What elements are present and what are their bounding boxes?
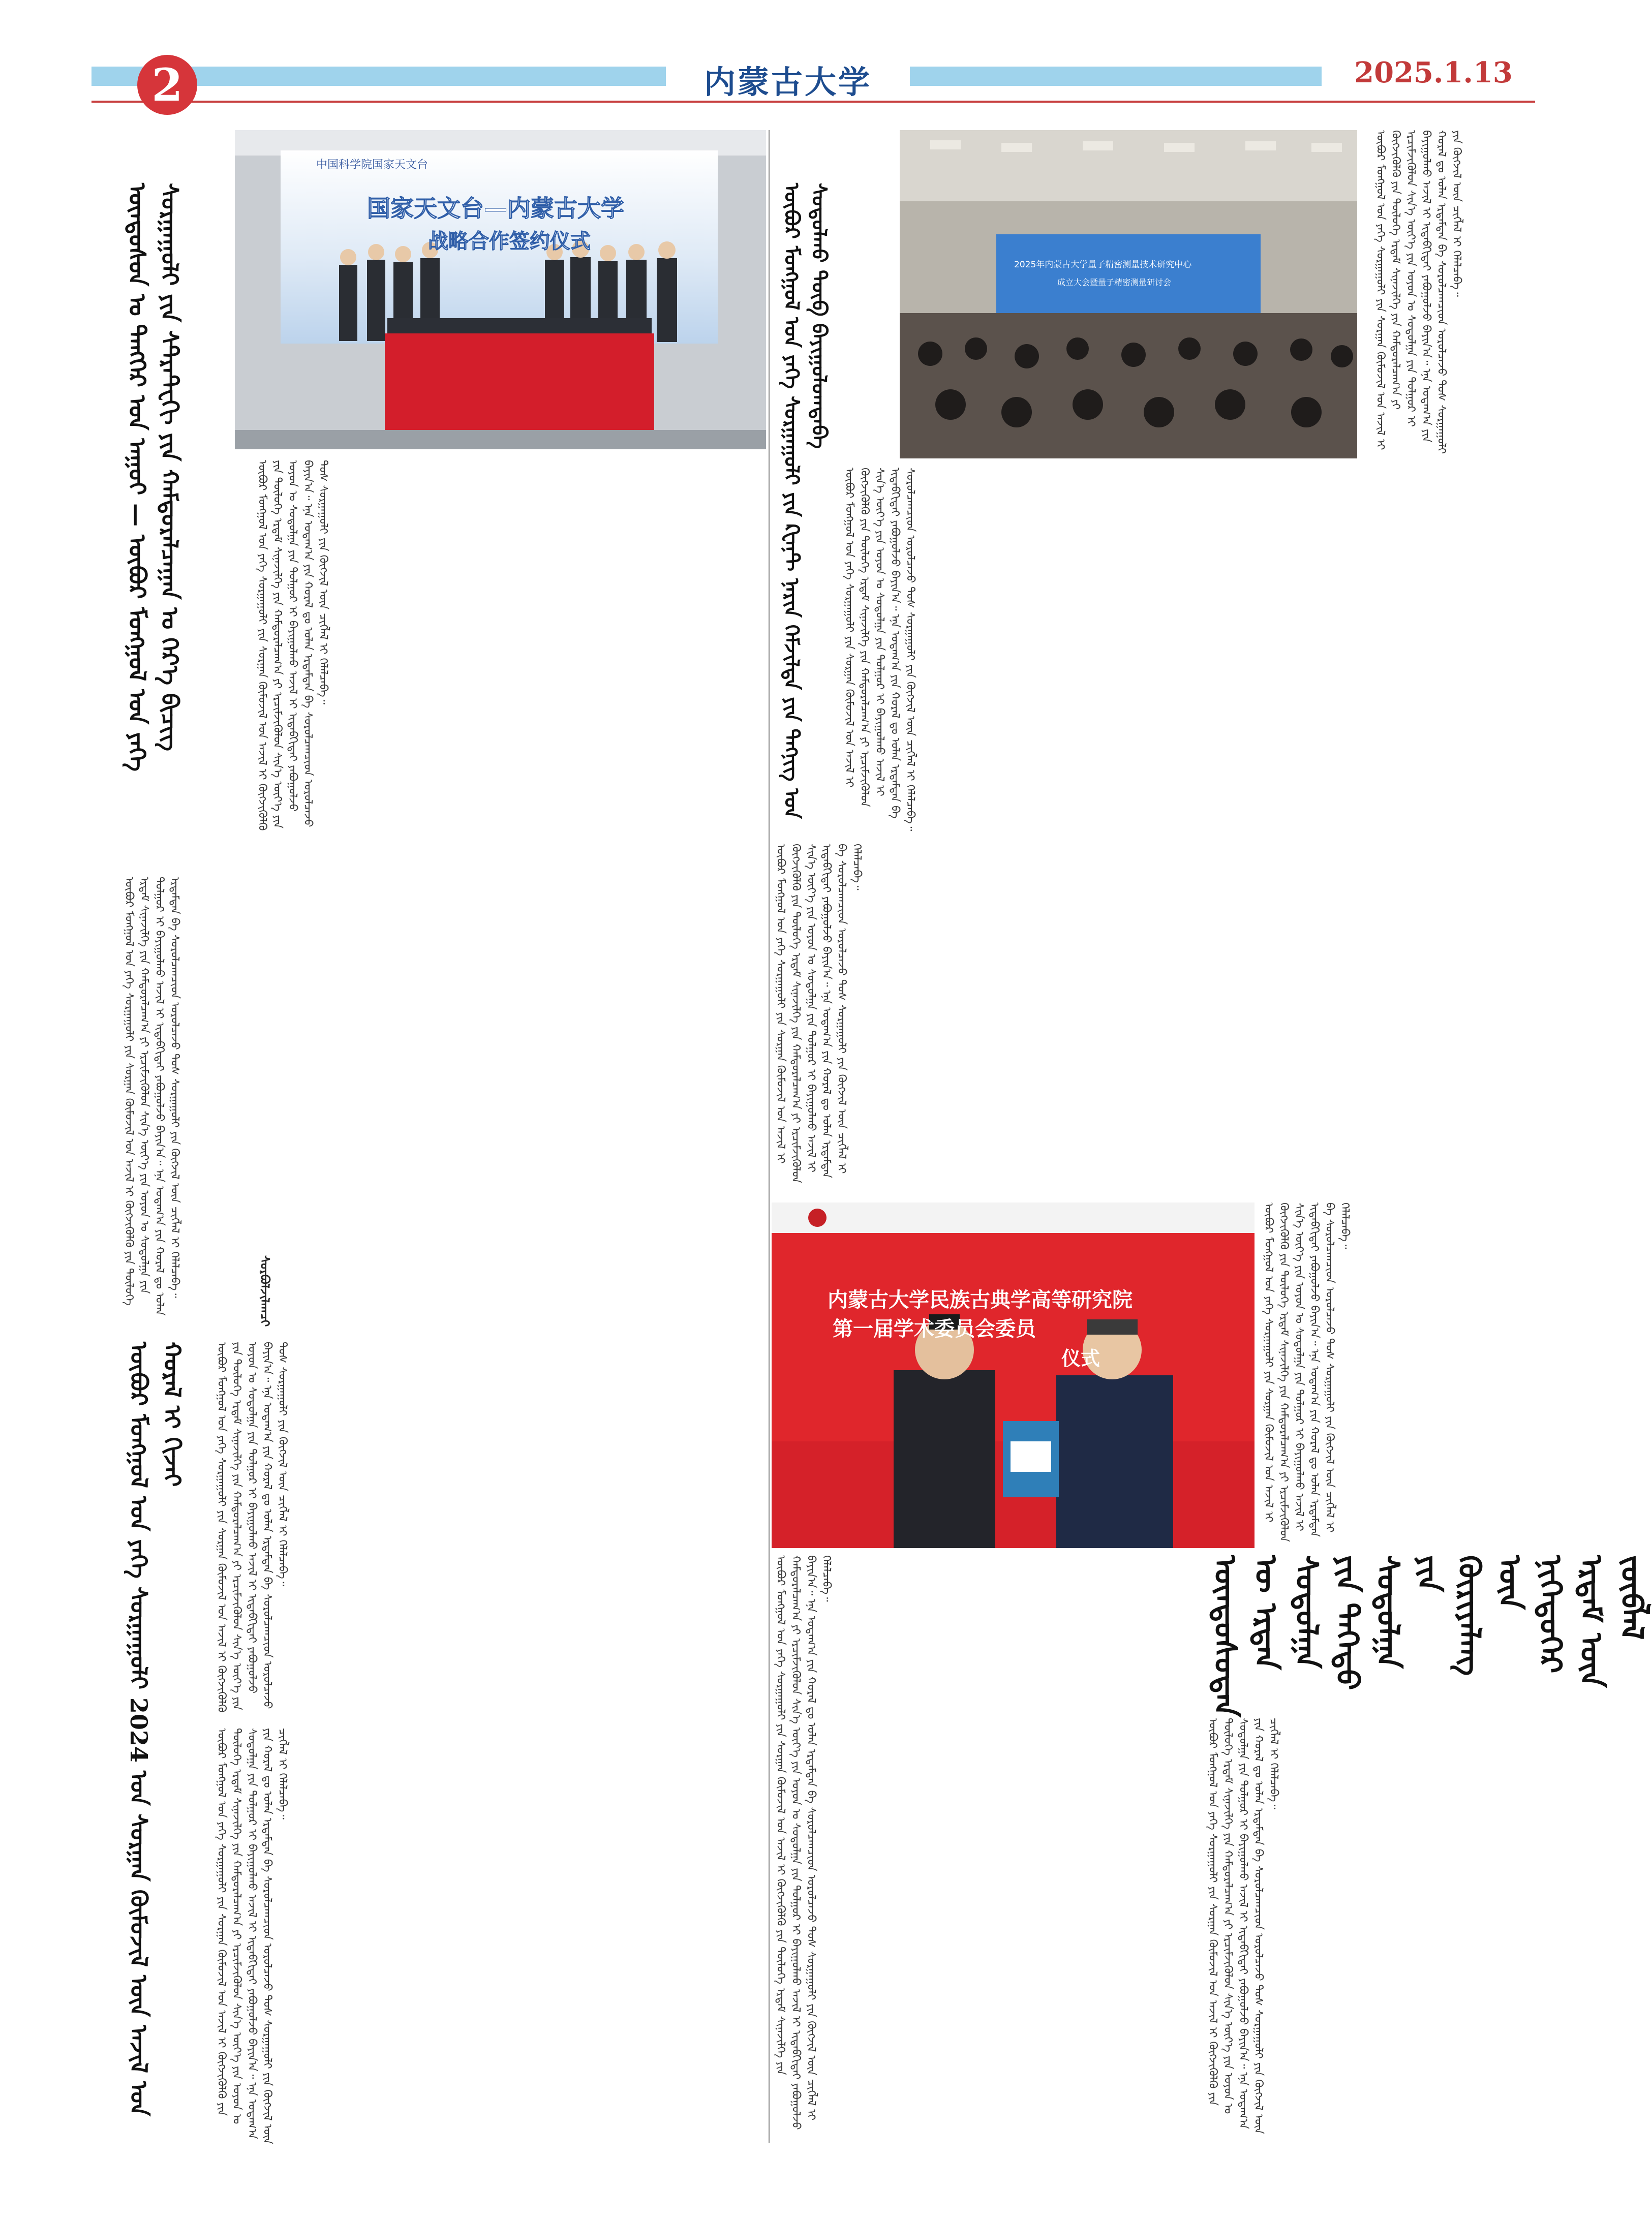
article4-body-lower: ᠦᠪᠦᠷ ᠮᠤᠩᠭᠤᠯ ᠤᠨ ᠶᠡᠬᠡ ᠰᠤᠷᠭᠠᠭᠤᠯᠢ ᠶᠢᠨ ᠰᠤᠷᠭᠠᠨ ᠬᠦᠮᠦᠵᠢᠯ ᠤᠨ ᠠᠵᠢᠯ ᠢ ᠬᠥᠭᠵᠢᠭᠦᠯᠬᠦ ᠶᠢᠨ ᠲᠥᠯᠥᠭᠡ ᠡᠷᠳᠡᠮ ᠰᠢᠨᠠᠵᠢᠯᠭᠡ ᠶᠢᠨ ᠬᠠᠮᠲᠤᠷᠠᠯᠴᠠᠭ᠎ᠠ ᠶᠢ ᠡᠷᠴᠢᠮᠵᠢᠭᠦᠯᠦᠨ ᠰᠢᠨ᠎ᠡ ᠦᠶ᠎ᠡ ᠶᠢᠨ ᠣᠶᠤᠨ ᠤ ᠰᠤᠳᠤᠯᠭᠠ ᠶᠢᠨ ᠲᠤᠯᠭᠤᠷ ᠢ ᠪᠠᠶᠢᠭᠤᠯᠬᠤ ᠠᠵᠢᠯ ᠢ ᠢᠳᠡᠪᠬᠢᠳᠡᠶ ᠶᠠᠪᠤᠭᠤᠯᠵᠤ ᠪᠠᠶᠢᠨ᠎ᠠ᠃ ᠡᠨᠡ ᠤᠳᠠᠭ᠎ᠠ ᠶᠢᠨ ᠬᠤᠷᠠᠯ ᠳᠤ ᠤᠯᠠᠨ ᠡᠷᠳᠡᠮᠲᠡᠨ ᠪᠠ ᠰᠤᠷᠤᠯᠴᠠᠭᠴᠢᠳ ᠣᠷᠤᠯᠴᠠᠵᠤ ᠲᠤᠰ ᠰᠤᠷᠭᠠᠭᠤᠯᠢ ᠶᠢᠨ ᠬᠥᠭᠵᠢᠯ ᠦᠨ ᠴᠢᠭᠯᠡᠯ ᠢ ᠬᠡᠯᠡᠯᠴᠡᠪᠡ᠃ [1206, 1718, 1280, 2134]
article2-body-lower: ᠦᠪᠦᠷ ᠮᠤᠩᠭᠤᠯ ᠤᠨ ᠶᠡᠬᠡ ᠰᠤᠷᠭᠠᠭᠤᠯᠢ ᠶᠢᠨ ᠰᠤᠷᠭᠠᠨ ᠬᠦᠮᠦᠵᠢᠯ ᠤᠨ ᠠᠵᠢᠯ ᠢ ᠬᠥᠭᠵᠢᠭᠦᠯᠬᠦ ᠶᠢᠨ ᠲᠥᠯᠥᠭᠡ ᠡᠷᠳᠡᠮ ᠰᠢᠨᠠᠵᠢᠯᠭᠡ ᠶᠢᠨ ᠬᠠᠮᠲᠤᠷᠠᠯᠴᠠᠭ᠎ᠠ ᠶᠢ ᠡᠷᠴᠢᠮᠵᠢᠭᠦᠯᠦᠨ ᠰᠢᠨ᠎ᠡ ᠦᠶ᠎ᠡ ᠶᠢᠨ ᠣᠶᠤᠨ ᠤ ᠰᠤᠳᠤᠯᠭᠠ ᠶᠢᠨ ᠲᠤᠯᠭᠤᠷ ᠢ ᠪᠠᠶᠢᠭᠤᠯᠬᠤ ᠠᠵᠢᠯ ᠢ ᠢᠳᠡᠪᠬᠢᠳᠡᠶ ᠶᠠᠪᠤᠭᠤᠯᠵᠤ ᠪᠠᠶᠢᠨ᠎ᠠ᠃ ᠡᠨᠡ ᠤᠳᠠᠭ᠎ᠠ ᠶᠢᠨ ᠬᠤᠷᠠᠯ ᠳᠤ ᠤᠯᠠᠨ ᠡᠷᠳᠡᠮᠲᠡᠨ ᠪᠠ ᠰᠤᠷᠤᠯᠴᠠᠭᠴᠢᠳ ᠣᠷᠤᠯᠴᠠᠵᠤ ᠲᠤᠰ ᠰᠤᠷᠭᠠᠭᠤᠯᠢ ᠶᠢᠨ ᠬᠥᠭᠵᠢᠯ ᠦᠨ ᠴᠢᠭᠯᠡᠯ ᠢ ᠬᠡᠯᠡᠯᠴᠡᠪᠡ᠃ [774, 844, 863, 1183]
handover-banner-title: 内蒙古大学民族古典学高等研究院 [828, 1288, 1133, 1312]
conference-banner-title: 2025年内蒙古大学量子精密测量技术研究中心 [1014, 260, 1192, 270]
signing-banner-title: 国家天文台—内蒙古大学 [367, 195, 624, 222]
article4-body-right: ᠦᠪᠦᠷ ᠮᠤᠩᠭᠤᠯ ᠤᠨ ᠶᠡᠬᠡ ᠰᠤᠷᠭᠠᠭᠤᠯᠢ ᠶᠢᠨ ᠰᠤᠷᠭᠠᠨ ᠬᠦᠮᠦᠵᠢᠯ ᠤᠨ ᠠᠵᠢᠯ ᠢ ᠬᠥᠭᠵᠢᠭᠦᠯᠬᠦ ᠶᠢᠨ ᠲᠥᠯᠥᠭᠡ ᠡᠷᠳᠡᠮ ᠰᠢᠨᠠᠵᠢᠯᠭᠡ ᠶᠢᠨ ᠬᠠᠮᠲᠤᠷᠠᠯᠴᠠᠭ᠎ᠠ ᠶᠢ ᠡᠷᠴᠢᠮᠵᠢᠭᠦᠯᠦᠨ ᠰᠢᠨ᠎ᠡ ᠦᠶ᠎ᠡ ᠶᠢᠨ ᠣᠶᠤᠨ ᠤ ᠰᠤᠳᠤᠯᠭᠠ ᠶᠢᠨ ᠲᠤᠯᠭᠤᠷ ᠢ ᠪᠠᠶᠢᠭᠤᠯᠬᠤ ᠠᠵᠢᠯ ᠢ ᠢᠳᠡᠪᠬᠢᠳᠡᠶ ᠶᠠᠪᠤᠭᠤᠯᠵᠤ ᠪᠠᠶᠢᠨ᠎ᠠ᠃ ᠡᠨᠡ ᠤᠳᠠᠭ᠎ᠠ ᠶᠢᠨ ᠬᠤᠷᠠᠯ ᠳᠤ ᠤᠯᠠᠨ ᠡᠷᠳᠡᠮᠲᠡᠨ ᠪᠠ ᠰᠤᠷᠤᠯᠴᠠᠭᠴᠢᠳ ᠣᠷᠤᠯᠴᠠᠵᠤ ᠲᠤᠰ ᠰᠤᠷᠭᠠᠭᠤᠯᠢ ᠶᠢᠨ ᠬᠥᠭᠵᠢᠯ ᠦᠨ ᠴᠢᠭᠯᠡᠯ ᠢ ᠬᠡᠯᠡᠯᠴᠡᠪᠡ᠃ [1262, 1202, 1351, 1542]
photo-conference-hall [900, 130, 1357, 458]
article1-headline: ᠦᠨᠳᠦᠰᠦᠨ ᠤ ᠲᠡᠩᠭᠡᠷ ᠤᠨ ᠠᠭᠤᠢ — ᠦᠪᠦᠷ ᠮᠤᠩᠭᠤᠯ ᠤᠨ ᠶᠡᠬᠡ ᠰᠤᠷᠭᠠᠭᠤᠯᠢ ᠶᠢᠨ ᠰᠲᠷᠠᠲ᠋ᠧᠭᠢ ᠶᠢᠨ ᠬᠠᠮᠲᠤᠷᠠᠯᠴᠠᠭᠠᠨ ᠤ ᠭᠡᠷ᠎ᠡ ᠪᠢᠴᠢᠭ [124, 183, 183, 772]
article3-headline: ᠦᠪᠦᠷ ᠮᠤᠩᠭᠤᠯ ᠤᠨ ᠶᠡᠬᠡ ᠰᠤᠷᠭᠠᠭᠤᠯᠢ 2024 ᠤᠨ ᠰᠤᠷᠭᠠᠨ ᠬᠦᠮᠦᠵᠢᠯ ᠦᠨ ᠠᠵᠢᠯ ᠤᠨ ᠬᠤᠷᠠᠯ ᠢ ᠬᠢᠵᠡᠢ [125, 1342, 186, 2116]
page-number-badge: 2 [137, 55, 197, 115]
issue-date: 2025.1.13 [1354, 56, 1513, 89]
article2-body-right: ᠦᠪᠦᠷ ᠮᠤᠩᠭᠤᠯ ᠤᠨ ᠶᠡᠬᠡ ᠰᠤᠷᠭᠠᠭᠤᠯᠢ ᠶᠢᠨ ᠰᠤᠷᠭᠠᠨ ᠬᠦᠮᠦᠵᠢᠯ ᠤᠨ ᠠᠵᠢᠯ ᠢ ᠬᠥᠭᠵᠢᠭᠦᠯᠬᠦ ᠶᠢᠨ ᠲᠥᠯᠥᠭᠡ ᠡᠷᠳᠡᠮ ᠰᠢᠨᠠᠵᠢᠯᠭᠡ ᠶᠢᠨ ᠬᠠᠮᠲᠤᠷᠠᠯᠴᠠᠭ᠎ᠠ ᠶᠢ ᠡᠷᠴᠢᠮᠵᠢᠭᠦᠯᠦᠨ ᠰᠢᠨ᠎ᠡ ᠦᠶ᠎ᠡ ᠶᠢᠨ ᠣᠶᠤᠨ ᠤ ᠰᠤᠳᠤᠯᠭᠠ ᠶᠢᠨ ᠲᠤᠯᠭᠤᠷ ᠢ ᠪᠠᠶᠢᠭᠤᠯᠬᠤ ᠠᠵᠢᠯ ᠢ ᠢᠳᠡᠪᠬᠢᠳᠡᠶ ᠶᠠᠪᠤᠭᠤᠯᠵᠤ ᠪᠠᠶᠢᠨ᠎ᠠ᠃ ᠡᠨᠡ ᠤᠳᠠᠭ᠎ᠠ ᠶᠢᠨ ᠬᠤᠷᠠᠯ ᠳᠤ ᠤᠯᠠᠨ ᠡᠷᠳᠡᠮᠲᠡᠨ ᠪᠠ ᠰᠤᠷᠤᠯᠴᠠᠭᠴᠢᠳ ᠣᠷᠤᠯᠴᠠᠵᠤ ᠲᠤᠰ ᠰᠤᠷᠭᠠᠭᠤᠯᠢ ᠶᠢᠨ ᠬᠥᠭᠵᠢᠯ ᠦᠨ ᠴᠢᠭᠯᠡᠯ ᠢ ᠬᠡᠯᠡᠯᠴᠡᠪᠡ᠃ [1374, 130, 1463, 454]
masthead-title: 内蒙古大学 [703, 64, 872, 101]
column-divider [769, 130, 770, 2143]
article3-body-lower: ᠦᠪᠦᠷ ᠮᠤᠩᠭᠤᠯ ᠤᠨ ᠶᠡᠬᠡ ᠰᠤᠷᠭᠠᠭᠤᠯᠢ ᠶᠢᠨ ᠰᠤᠷᠭᠠᠨ ᠬᠦᠮᠦᠵᠢᠯ ᠤᠨ ᠠᠵᠢᠯ ᠢ ᠬᠥᠭᠵᠢᠭᠦᠯᠬᠦ ᠶᠢᠨ ᠲᠥᠯᠥᠭᠡ ᠡᠷᠳᠡᠮ ᠰᠢᠨᠠᠵᠢᠯᠭᠡ ᠶᠢᠨ ᠬᠠᠮᠲᠤᠷᠠᠯᠴᠠᠭ᠎ᠠ ᠶᠢ ᠡᠷᠴᠢᠮᠵᠢᠭᠦᠯᠦᠨ ᠰᠢᠨ᠎ᠡ ᠦᠶ᠎ᠡ ᠶᠢᠨ ᠣᠶᠤᠨ ᠤ ᠰᠤᠳᠤᠯᠭᠠ ᠶᠢᠨ ᠲᠤᠯᠭᠤᠷ ᠢ ᠪᠠᠶᠢᠭᠤᠯᠬᠤ ᠠᠵᠢᠯ ᠢ ᠢᠳᠡᠪᠬᠢᠳᠡᠶ ᠶᠠᠪᠤᠭᠤᠯᠵᠤ ᠪᠠᠶᠢᠨ᠎ᠠ᠃ ᠡᠨᠡ ᠤᠳᠠᠭ᠎ᠠ ᠶᠢᠨ ᠬᠤᠷᠠᠯ ᠳᠤ ᠤᠯᠠᠨ ᠡᠷᠳᠡᠮᠲᠡᠨ ᠪᠠ ᠰᠤᠷᠤᠯᠴᠠᠭᠴᠢᠳ ᠣᠷᠤᠯᠴᠠᠵᠤ ᠲᠤᠰ ᠰᠤᠷᠭᠠᠭᠤᠯᠢ ᠶᠢᠨ ᠬᠥᠭᠵᠢᠯ ᠦᠨ ᠴᠢᠭᠯᠡᠯ ᠢ ᠬᠡᠯᠡᠯᠴᠡᠪᠡ᠃ [215, 1728, 289, 2144]
article3-body-upper: ᠦᠪᠦᠷ ᠮᠤᠩᠭᠤᠯ ᠤᠨ ᠶᠡᠬᠡ ᠰᠤᠷᠭᠠᠭᠤᠯᠢ ᠶᠢᠨ ᠰᠤᠷᠭᠠᠨ ᠬᠦᠮᠦᠵᠢᠯ ᠤᠨ ᠠᠵᠢᠯ ᠢ ᠬᠥᠭᠵᠢᠭᠦᠯᠬᠦ ᠶᠢᠨ ᠲᠥᠯᠥᠭᠡ ᠡᠷᠳᠡᠮ ᠰᠢᠨᠠᠵᠢᠯᠭᠡ ᠶᠢᠨ ᠬᠠᠮᠲᠤᠷᠠᠯᠴᠠᠭ᠎ᠠ ᠶᠢ ᠡᠷᠴᠢᠮᠵᠢᠭᠦᠯᠦᠨ ᠰᠢᠨ᠎ᠡ ᠦᠶ᠎ᠡ ᠶᠢᠨ ᠣᠶᠤᠨ ᠤ ᠰᠤᠳᠤᠯᠭᠠ ᠶᠢᠨ ᠲᠤᠯᠭᠤᠷ ᠢ ᠪᠠᠶᠢᠭᠤᠯᠬᠤ ᠠᠵᠢᠯ ᠢ ᠢᠳᠡᠪᠬᠢᠳᠡᠶ ᠶᠠᠪᠤᠭᠤᠯᠵᠤ ᠪᠠᠶᠢᠨ᠎ᠠ᠃ ᠡᠨᠡ ᠤᠳᠠᠭ᠎ᠠ ᠶᠢᠨ ᠬᠤᠷᠠᠯ ᠳᠤ ᠤᠯᠠᠨ ᠡᠷᠳᠡᠮᠲᠡᠨ ᠪᠠ ᠰᠤᠷᠤᠯᠴᠠᠭᠴᠢᠳ ᠣᠷᠤᠯᠴᠠᠵᠤ ᠲᠤᠰ ᠰᠤᠷᠭᠠᠭᠤᠯᠢ ᠶᠢᠨ ᠬᠥᠭᠵᠢᠯ ᠦᠨ ᠴᠢᠭᠯᠡᠯ ᠢ ᠬᠡᠯᠡᠯᠴᠡᠪᠡ᠃ [215, 1342, 289, 1713]
signing-banner-org: 中国科学院国家天文台 [316, 159, 429, 171]
photo-certificate-handover [772, 1202, 1255, 1548]
header-bar-right [910, 67, 1322, 86]
handover-banner-third: 仪式 [1061, 1347, 1100, 1370]
article1-body-lower: ᠦᠪᠦᠷ ᠮᠤᠩᠭᠤᠯ ᠤᠨ ᠶᠡᠬᠡ ᠰᠤᠷᠭᠠᠭᠤᠯᠢ ᠶᠢᠨ ᠰᠤᠷᠭᠠᠨ ᠬᠦᠮᠦᠵᠢᠯ ᠤᠨ ᠠᠵᠢᠯ ᠢ ᠬᠥᠭᠵᠢᠭᠦᠯᠬᠦ ᠶᠢᠨ ᠲᠥᠯᠥᠭᠡ ᠡᠷᠳᠡᠮ ᠰᠢᠨᠠᠵᠢᠯᠭᠡ ᠶᠢᠨ ᠬᠠᠮᠲᠤᠷᠠᠯᠴᠠᠭ᠎ᠠ ᠶᠢ ᠡᠷᠴᠢᠮᠵᠢᠭᠦᠯᠦᠨ ᠰᠢᠨ᠎ᠡ ᠦᠶ᠎ᠡ ᠶᠢᠨ ᠣᠶᠤᠨ ᠤ ᠰᠤᠳᠤᠯᠭᠠ ᠶᠢᠨ ᠲᠤᠯᠭᠤᠷ ᠢ ᠪᠠᠶᠢᠭᠤᠯᠬᠤ ᠠᠵᠢᠯ ᠢ ᠢᠳᠡᠪᠬᠢᠳᠡᠶ ᠶᠠᠪᠤᠭᠤᠯᠵᠤ ᠪᠠᠶᠢᠨ᠎ᠠ᠃ ᠡᠨᠡ ᠤᠳᠠᠭ᠎ᠠ ᠶᠢᠨ ᠬᠤᠷᠠᠯ ᠳᠤ ᠤᠯᠠᠨ ᠡᠷᠳᠡᠮᠲᠡᠨ ᠪᠠ ᠰᠤᠷᠤᠯᠴᠠᠭᠴᠢᠳ ᠣᠷᠤᠯᠴᠠᠵᠤ ᠲᠤᠰ ᠰᠤᠷᠭᠠᠭᠤᠯᠢ ᠶᠢᠨ ᠬᠥᠭᠵᠢᠯ ᠦᠨ ᠴᠢᠭᠯᠡᠯ ᠢ ᠬᠡᠯᠡᠯᠴᠡᠪᠡ᠃ [123, 877, 181, 1316]
article4-headline: ᠦᠨᠳᠦᠰᠦᠲᠡᠨ ᠦ ᠡᠷᠲᠡᠨ ᠰᠤᠳᠤᠯᠭᠠ ᠶᠢᠨ ᠳᠡᠭᠡᠳᠦ ᠰᠤᠳᠤᠯᠭᠠ ᠶᠢᠨ ᠬᠦᠷᠢᠶᠡᠯᠡᠩ ᠦᠨ ᠨᠢᠭᠡᠳᠦᠭᠡᠷ ᠡᠷᠳᠡᠮ ᠦᠨ ᠵᠥᠪᠯᠡᠯ [1207, 1555, 1649, 1717]
article4-body-upper: ᠦᠪᠦᠷ ᠮᠤᠩᠭᠤᠯ ᠤᠨ ᠶᠡᠬᠡ ᠰᠤᠷᠭᠠᠭᠤᠯᠢ ᠶᠢᠨ ᠰᠤᠷᠭᠠᠨ ᠬᠦᠮᠦᠵᠢᠯ ᠤᠨ ᠠᠵᠢᠯ ᠢ ᠬᠥᠭᠵᠢᠭᠦᠯᠬᠦ ᠶᠢᠨ ᠲᠥᠯᠥᠭᠡ ᠡᠷᠳᠡᠮ ᠰᠢᠨᠠᠵᠢᠯᠭᠡ ᠶᠢᠨ ᠬᠠᠮᠲᠤᠷᠠᠯᠴᠠᠭ᠎ᠠ ᠶᠢ ᠡᠷᠴᠢᠮᠵᠢᠭᠦᠯᠦᠨ ᠰᠢᠨ᠎ᠡ ᠦᠶ᠎ᠡ ᠶᠢᠨ ᠣᠶᠤᠨ ᠤ ᠰᠤᠳᠤᠯᠭᠠ ᠶᠢᠨ ᠲᠤᠯᠭᠤᠷ ᠢ ᠪᠠᠶᠢᠭᠤᠯᠬᠤ ᠠᠵᠢᠯ ᠢ ᠢᠳᠡᠪᠬᠢᠳᠡᠶ ᠶᠠᠪᠤᠭᠤᠯᠵᠤ ᠪᠠᠶᠢᠨ᠎ᠠ᠃ ᠡᠨᠡ ᠤᠳᠠᠭ᠎ᠠ ᠶᠢᠨ ᠬᠤᠷᠠᠯ ᠳᠤ ᠤᠯᠠᠨ ᠡᠷᠳᠡᠮᠲᠡᠨ ᠪᠠ ᠰᠤᠷᠤᠯᠴᠠᠭᠴᠢᠳ ᠣᠷᠤᠯᠴᠠᠵᠤ ᠲᠤᠰ ᠰᠤᠷᠭᠠᠭᠤᠯᠢ ᠶᠢᠨ ᠬᠥᠭᠵᠢᠯ ᠦᠨ ᠴᠢᠭᠯᠡᠯ ᠢ ᠬᠡᠯᠡᠯᠴᠡᠪᠡ᠃ [774, 1555, 833, 2130]
article1-reporter: ᠰᠤᠷᠪᠤᠯᠵᠢᠯᠠᠭᠴᠢ [258, 1255, 272, 1327]
signing-banner-subtitle: 战略合作签约仪式 [428, 230, 591, 253]
handover-banner-subtitle: 第一届学术委员会委员 [833, 1317, 1036, 1341]
article2-body-upper: ᠦᠪᠦᠷ ᠮᠤᠩᠭᠤᠯ ᠤᠨ ᠶᠡᠬᠡ ᠰᠤᠷᠭᠠᠭᠤᠯᠢ ᠶᠢᠨ ᠰᠤᠷᠭᠠᠨ ᠬᠦᠮᠦᠵᠢᠯ ᠤᠨ ᠠᠵᠢᠯ ᠢ ᠬᠥᠭᠵᠢᠭᠦᠯᠬᠦ ᠶᠢᠨ ᠲᠥᠯᠥᠭᠡ ᠡᠷᠳᠡᠮ ᠰᠢᠨᠠᠵᠢᠯᠭᠡ ᠶᠢᠨ ᠬᠠᠮᠲᠤᠷᠠᠯᠴᠠᠭ᠎ᠠ ᠶᠢ ᠡᠷᠴᠢᠮᠵᠢᠭᠦᠯᠦᠨ ᠰᠢᠨ᠎ᠡ ᠦᠶ᠎ᠡ ᠶᠢᠨ ᠣᠶᠤᠨ ᠤ ᠰᠤᠳᠤᠯᠭᠠ ᠶᠢᠨ ᠲᠤᠯᠭᠤᠷ ᠢ ᠪᠠᠶᠢᠭᠤᠯᠬᠤ ᠠᠵᠢᠯ ᠢ ᠢᠳᠡᠪᠬᠢᠳᠡᠶ ᠶᠠᠪᠤᠭᠤᠯᠵᠤ ᠪᠠᠶᠢᠨ᠎ᠠ᠃ ᠡᠨᠡ ᠤᠳᠠᠭ᠎ᠠ ᠶᠢᠨ ᠬᠤᠷᠠᠯ ᠳᠤ ᠤᠯᠠᠨ ᠡᠷᠳᠡᠮᠲᠡᠨ ᠪᠠ ᠰᠤᠷᠤᠯᠴᠠᠭᠴᠢᠳ ᠣᠷᠤᠯᠴᠠᠵᠤ ᠲᠤᠰ ᠰᠤᠷᠭᠠᠭᠤᠯᠢ ᠶᠢᠨ ᠬᠥᠭᠵᠢᠯ ᠦᠨ ᠴᠢᠭᠯᠡᠯ ᠢ ᠬᠡᠯᠡᠯᠴᠡᠪᠡ᠃ [843, 468, 916, 831]
article1-body-upper: ᠦᠪᠦᠷ ᠮᠤᠩᠭᠤᠯ ᠤᠨ ᠶᠡᠬᠡ ᠰᠤᠷᠭᠠᠭᠤᠯᠢ ᠶᠢᠨ ᠰᠤᠷᠭᠠᠨ ᠬᠦᠮᠦᠵᠢᠯ ᠤᠨ ᠠᠵᠢᠯ ᠢ ᠬᠥᠭᠵᠢᠭᠦᠯᠬᠦ ᠶᠢᠨ ᠲᠥᠯᠥᠭᠡ ᠡᠷᠳᠡᠮ ᠰᠢᠨᠠᠵᠢᠯᠭᠡ ᠶᠢᠨ ᠬᠠᠮᠲᠤᠷᠠᠯᠴᠠᠭ᠎ᠠ ᠶᠢ ᠡᠷᠴᠢᠮᠵᠢᠭᠦᠯᠦᠨ ᠰᠢᠨ᠎ᠡ ᠦᠶ᠎ᠡ ᠶᠢᠨ ᠣᠶᠤᠨ ᠤ ᠰᠤᠳᠤᠯᠭᠠ ᠶᠢᠨ ᠲᠤᠯᠭᠤᠷ ᠢ ᠪᠠᠶᠢᠭᠤᠯᠬᠤ ᠠᠵᠢᠯ ᠢ ᠢᠳᠡᠪᠬᠢᠳᠡᠶ ᠶᠠᠪᠤᠭᠤᠯᠵᠤ ᠪᠠᠶᠢᠨ᠎ᠠ᠃ ᠡᠨᠡ ᠤᠳᠠᠭ᠎ᠠ ᠶᠢᠨ ᠬᠤᠷᠠᠯ ᠳᠤ ᠤᠯᠠᠨ ᠡᠷᠳᠡᠮᠲᠡᠨ ᠪᠠ ᠰᠤᠷᠤᠯᠴᠠᠭᠴᠢᠳ ᠣᠷᠤᠯᠴᠠᠵᠤ ᠲᠤᠰ ᠰᠤᠷᠭᠠᠭᠤᠯᠢ ᠶᠢᠨ ᠬᠥᠭᠵᠢᠯ ᠦᠨ ᠴᠢᠭᠯᠡᠯ ᠢ ᠬᠡᠯᠡᠯᠴᠡᠪᠡ᠃ [256, 460, 329, 831]
article2-headline: ᠦᠪᠦᠷ ᠮᠤᠩᠭᠤᠯ ᠤᠨ ᠶᠡᠬᠡ ᠰᠤᠷᠭᠠᠭᠤᠯᠢ ᠶᠢᠨ ᠺᠸᠠᠨ᠋ᠲ ᠨᠠᠷᠢᠨ ᠬᠡᠮᠵᠢᠯᠲᠡ ᠶᠢᠨ ᠲᠡᠬᠨᠢᠭ ᠤᠨ ᠰᠤᠳᠤᠯᠬᠤ ᠲᠥᠪ ᠪᠠᠶᠢᠭᠤᠯᠤᠭᠳᠠᠪᠠ [780, 183, 831, 819]
conference-banner-subtitle: 成立大会暨量子精密测量研讨会 [1057, 277, 1172, 287]
photo-signing-ceremony [235, 130, 766, 449]
